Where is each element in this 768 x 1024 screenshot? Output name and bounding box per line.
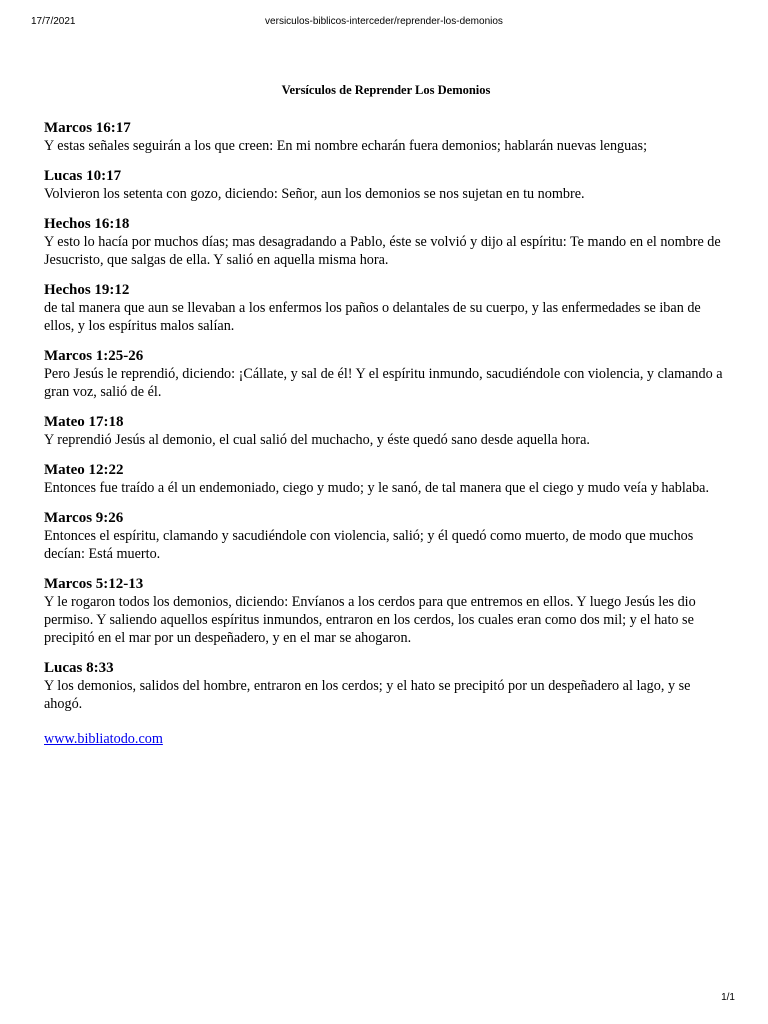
verse-list	[44, 120, 728, 713]
verse-text: Entonces el espíritu, clamando y sacudiéndole con violencia, salió; y él quedó como muerto, de modo que muchos decían: Está muerto.	[44, 528, 694, 562]
verse-reference: Lucas 10:17	[44, 168, 122, 184]
verse-block	[44, 168, 728, 203]
verse-reference: Marcos 5:12-13	[44, 576, 144, 592]
verse-text: de tal manera que aun se llevaban a los enfermos los paños o delantales de su cuerpo, y las enfermedades se iban de ellos, y los espíritus malos salían.	[44, 300, 701, 334]
verse-reference: Marcos 16:17	[44, 120, 131, 136]
page-number: 1/1	[721, 992, 735, 1003]
verse-block	[44, 576, 728, 647]
verse-reference: Hechos 16:18	[44, 216, 130, 232]
document-title: Versículos de Reprender Los Demonios	[281, 83, 491, 97]
verse-block	[44, 660, 728, 713]
verse-text: Entonces fue traído a él un endemoniado, ciego y mudo; y le sanó, de tal manera que el ciego y mudo veía y hablaba.	[44, 480, 710, 496]
verse-block	[44, 510, 728, 563]
verse-text: Y estas señales seguirán a los que creen: En mi nombre echarán fuera demonios; hablarán nuevas lenguas;	[44, 138, 648, 154]
verse-text: Pero Jesús le reprendió, diciendo: ¡Cállate, y sal de él! Y el espíritu inmundo, sacudiéndole con violencia, y clamando a gran voz, salió de él.	[44, 366, 723, 400]
verse-text: Y los demonios, salidos del hombre, entraron en los cerdos; y el hato se precipitó por un despeñadero al lago, y se ahogó.	[44, 678, 691, 712]
verse-block	[44, 120, 728, 155]
verse-text: Y le rogaron todos los demonios, diciendo: Envíanos a los cerdos para que entremos en ellos. Y luego Jesús les dio permiso. Y saliendo aquellos espíritus inmundos, entraron en los cerdos, los cuales eran como dos mil; y el hato se precipitó en el mar por un despeñadero, y en el mar se ahogaron.	[44, 594, 696, 646]
document-body	[44, 82, 728, 748]
verse-reference: Lucas 8:33	[44, 660, 114, 676]
verse-reference: Marcos 9:26	[44, 510, 124, 526]
verse-reference: Hechos 19:12	[44, 282, 130, 298]
verse-reference: Marcos 1:25-26	[44, 348, 144, 364]
verse-block	[44, 216, 728, 269]
verse-block	[44, 414, 728, 449]
verse-block	[44, 462, 728, 497]
verse-reference: Mateo 12:22	[44, 462, 124, 478]
verse-block	[44, 282, 728, 335]
verse-text: Y esto lo hacía por muchos días; mas desagradando a Pablo, éste se volvió y dijo al espíritu: Te mando en el nombre de Jesucristo, que salgas de ella. Y salió en aquella misma hora.	[44, 234, 721, 268]
verse-text: Volvieron los setenta con gozo, diciendo: Señor, aun los demonios se nos sujetan en tu nombre.	[44, 186, 585, 202]
print-header	[0, 16, 768, 30]
source-link[interactable]: www.bibliatodo.com	[44, 731, 163, 747]
verse-block	[44, 348, 728, 401]
print-url: versiculos-biblicos-interceder/reprender-los-demonios	[265, 16, 503, 27]
print-date: 17/7/2021	[31, 16, 76, 27]
verse-reference: Mateo 17:18	[44, 414, 124, 430]
verse-text: Y reprendió Jesús al demonio, el cual salió del muchacho, y éste quedó sano desde aquella hora.	[44, 432, 590, 448]
